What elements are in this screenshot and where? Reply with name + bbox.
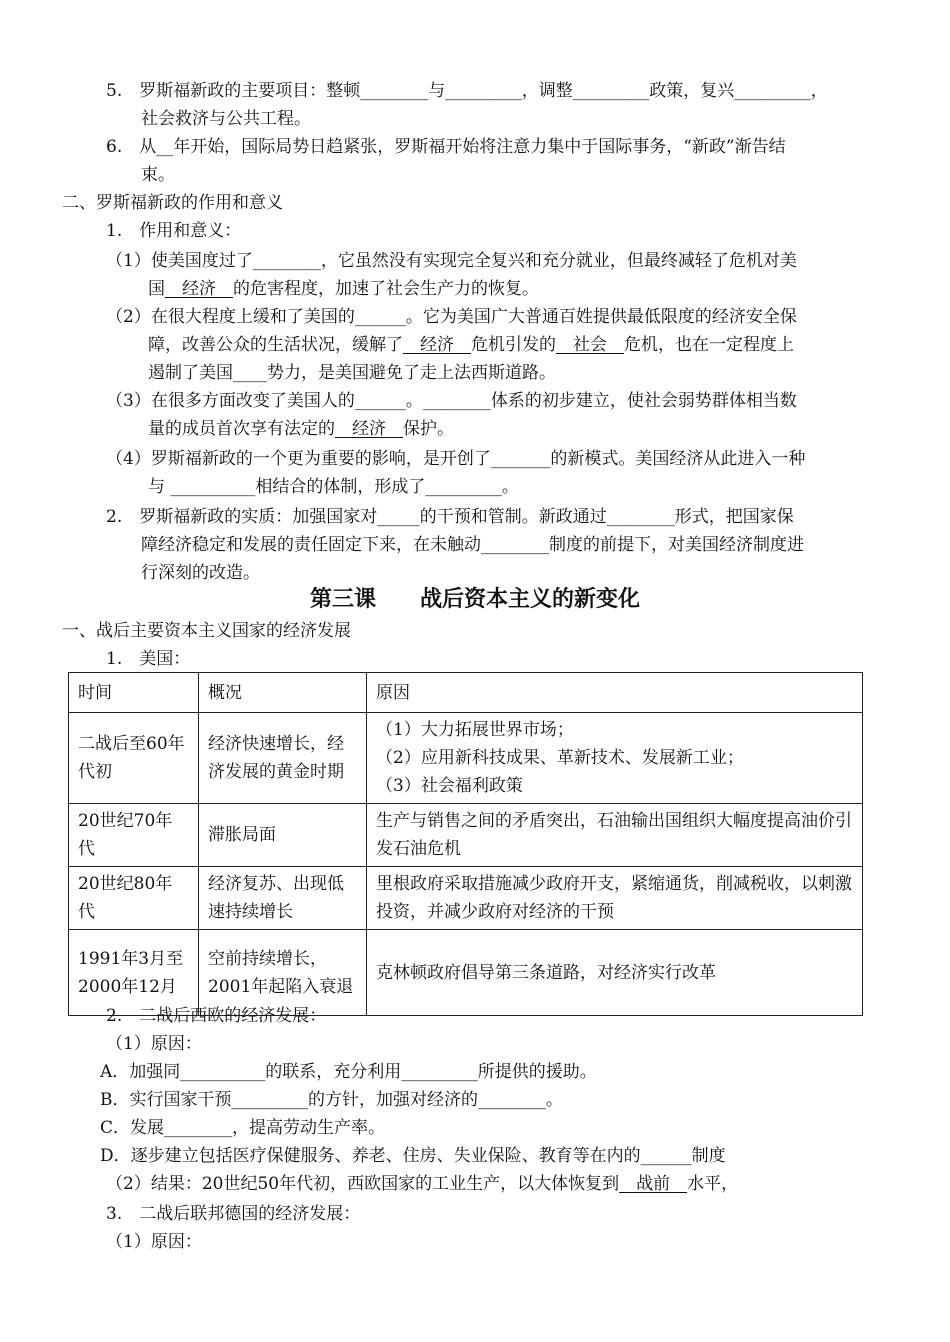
usa-economy-table — [68, 672, 863, 1016]
item-2-line-2: 障经济稳定和发展的责任固定下来，在未触动________制度的前提下，对美国经济制度进 — [141, 535, 804, 555]
table-header-row — [69, 673, 863, 713]
point-2-line-3: 遏制了美国____势力，是美国避免了走上法西斯道路。 — [148, 363, 556, 383]
answer-economy-3: 经济 — [335, 419, 403, 439]
table-row: 二战后至60年代初 经济快速增长，经济发展的黄金时期 （1）大力拓展世界市场； （2）应用新科技成果、革新技术、发展新工业； （3）社会福利政策 — [69, 713, 863, 804]
point-4-line-1: （4）罗斯福新政的一个更为重要的影响，是开创了_______的新模式。美国经济从此进入一种 — [106, 449, 806, 469]
table-row: 1991年3月至2000年12月 空前持续增长，2001年起陷入衰退 克林顿政府倡导第三条道路，对经济实行改革 — [69, 930, 863, 1016]
table-row: 20世纪70年代 滞胀局面 生产与销售之间的矛盾突出，石油输出国组织大幅度提高油价引发石油危机 — [69, 804, 863, 867]
item-6-line-1: 6. 从__年开始，国际局势日趋紧张，罗斯福开始将注意力集中于国际事务，“新政”渐告结 — [106, 137, 786, 157]
western-europe-cause: （1）原因： — [106, 1034, 202, 1054]
point-4-line-2: 与 __________相结合的体制，形成了_________。 — [148, 477, 519, 497]
cause-b: B．实行国家干预_________的方针，加强对经济的________。 — [100, 1090, 563, 1110]
point-3-line-1: （3）在很多方面改变了美国人的______。________体系的初步建立，使社会弱势群体相当数 — [106, 391, 797, 411]
point-2-line-2: 障，改善公众的生活状况，缓解了 经济 危机引发的 社会 危机，也在一定程度上 — [148, 335, 794, 355]
section-2-heading: 二、罗斯福新政的作用和意义 — [62, 193, 283, 213]
answer-economy-2: 经济 — [403, 335, 471, 355]
item-5-line-2: 社会救济与公共工程。 — [141, 109, 311, 129]
cause-d: D．逐步建立包括医疗保健服务、养老、住房、失业保险、教育等在内的______制度 — [100, 1146, 726, 1166]
header-time: 时间 — [69, 673, 199, 713]
answer-society: 社会 — [556, 335, 624, 355]
point-1-line-2: 国 经济 的危害程度，加速了社会生产力的恢复。 — [148, 279, 539, 299]
west-germany-cause: （1）原因： — [106, 1232, 202, 1252]
lesson-3-section-1: 一、战后主要资本主义国家的经济发展 — [62, 621, 351, 641]
item-2-line-3: 行深刻的改造。 — [141, 563, 260, 583]
item-5-line-1: 5. 罗斯福新政的主要项目：整顿________与_________，调整_________政策，复兴_________， — [106, 81, 828, 101]
lesson-3-title: 第三课 战后资本主义的新变化 — [309, 587, 640, 612]
answer-prewar: 战前 — [619, 1174, 688, 1194]
table-row: 20世纪80年代 经济复苏、出现低速持续增长 里根政府采取措施减少政府开支，紧缩通货，削减税收，以刺激投资，并减少政府对经济的干预 — [69, 867, 863, 930]
lesson-3-item-2: 2. 二战后西欧的经济发展： — [106, 1006, 327, 1026]
lesson-3-item-3: 3. 二战后联邦德国的经济发展： — [106, 1204, 361, 1224]
header-overview: 概况 — [199, 673, 367, 713]
point-3-line-2: 量的成员首次享有法定的 经济 保护。 — [148, 419, 454, 439]
cause-a: A．加强同__________的联系，充分利用_________所提供的援助。 — [100, 1062, 597, 1082]
point-1-line-1: （1）使美国度过了________，它虽然没有实现完全复兴和充分就业，但最终减轻了危机对美 — [106, 251, 797, 271]
answer-economy-1: 经济 — [165, 279, 233, 299]
item-2-line-1: 2. 罗斯福新政的实质：加强国家对_____的干预和管制。新政通过________形式，把国家保 — [106, 507, 794, 527]
western-europe-result: （2）结果：20世纪50年代初，西欧国家的工业生产，以大体恢复到 战前 水平， — [106, 1174, 739, 1194]
item-6-line-2: 束。 — [141, 165, 175, 185]
subsection-1-heading: 1. 作用和意义： — [106, 221, 242, 241]
lesson-3-item-1: 1. 美国： — [106, 649, 191, 669]
header-reason: 原因 — [367, 673, 863, 713]
cause-c: C．发展________，提高劳动生产率。 — [100, 1118, 386, 1138]
point-2-line-1: （2）在很大程度上缓和了美国的______。它为美国广大普通百姓提供最低限度的经济安全保 — [106, 307, 797, 327]
